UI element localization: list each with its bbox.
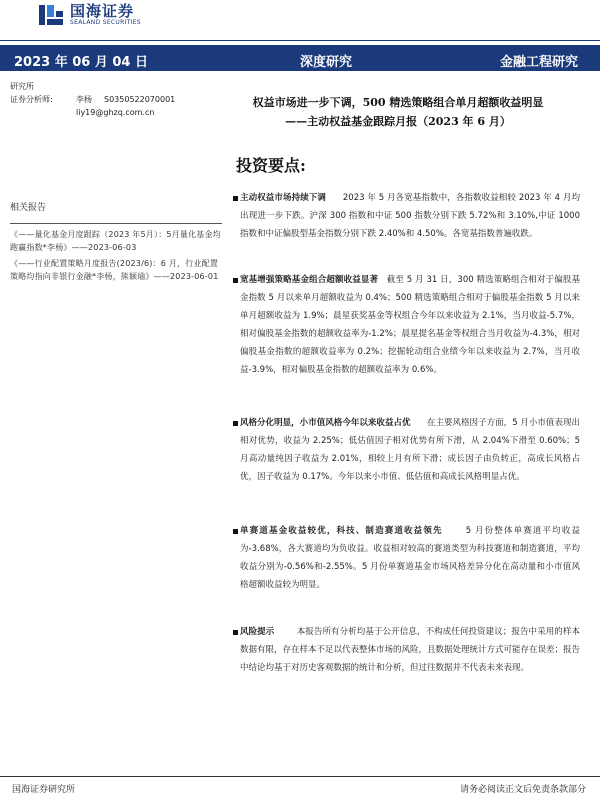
key-point [240,624,580,678]
analyst-cert: S0350522070001 [104,95,176,104]
analyst-label: 证券分析师: [10,95,53,104]
report-series: 金融工程研究 [499,55,578,70]
company-logo [38,2,141,28]
report-date: 2023 年 06 月 04 日 [14,55,148,70]
title-line-2: ——主动权益基金跟踪月报（2023 年 6 月） [285,115,511,128]
report-banner [0,45,600,71]
key-point-body: 截至 5 月 31 日，300 精选策略组合相对于偏股基金指数 5 月以来单月超额收益为 0.4%；500 精选策略组合相对于偏股基金指数 5 月以来单月超额收益为 1.9%；晨星获奖基金等权组合今年以来收益为 2.1%，当月收益-5.7%，相对偏股基金指数的超额收益率为-1.2%；晨星提名基金等权组合当月收益为-4.3%，相对偏股基金指数的超额收益率为 0.2%；挖掘轮动组合业绩今年以来收益为 2.7%，当月收益-3.9%，相对偏股基金指数的超额收益率为 0.6%。 [240,275,580,375]
key-point-lead: 风险提示 [240,627,275,637]
footer-disclaimer: 请务必阅读正文后免责条款部分 [459,785,586,795]
logo-mark-icon [38,2,64,28]
title-line-1: 权益市场进一步下调，500 精选策略组合单月超额收益明显 [252,96,544,109]
related-heading: 相关报告 [10,203,47,213]
related-divider [10,223,222,224]
key-point-body: 在主要风格因子方面，5 月小市值表现出相对优势，收益为 2.25%；低估值因子相对优势有所下滑，从 2.04%下滑至 0.60%；5 月高动量纯因子收益为 2.01%，相较上月有所下滑；成长因子由负转正，高成长风格占优，因子收益为 0.17%。今年以来小市值、低估值和高成长风格明显占优。 [240,418,580,482]
key-point-lead: 风格分化明显，小市值风格今年以来收益占优 [240,418,411,428]
key-point-lead: 宽基增强策略基金组合超额收益显著 [240,275,379,285]
bullet-icon [233,529,238,534]
bullet-icon [233,421,238,426]
section-title: 投资要点: [236,156,306,175]
key-point [240,523,580,595]
bullet-icon [233,278,238,283]
related-reports [10,202,222,286]
key-point-body: 2023 年 5 月各宽基指数中，各指数收益相较 2023 年 4 月均出现进一步下跌。沪深 300 指数和中证 500 指数分别下跌 5.72%和 3.10%,中证 1000 指数和中证偏股型基金指数分别下跌 2.40%和 4.50%。各宽基指数普遍收跌。 [240,193,580,239]
report-title [208,93,588,131]
logo-name-cn: 国海证券 [70,2,135,20]
key-point [240,272,580,379]
department: 研究所 [10,82,34,91]
footer-divider [0,776,600,777]
logo-name-en: SEALAND SECURITIES [70,19,141,26]
related-report-item[interactable]: 《——量化基金月度跟踪（2023 年5月）：5月量化基金均跑赢指数*李杨》——2023-06-03 [10,229,221,252]
footer-institute: 国海证券研究所 [12,785,76,795]
key-point-body: 本报告所有分析均基于公开信息，不构成任何投资建议；报告中采用的样本数据有限，存在样本不足以代表整体市场的风险，且数据处理统计方式可能存在误差；报告中结论均基于对历史客观数据的统计和分析，但过往数据并不代表未来表现。 [240,627,581,673]
bullet-icon [233,196,238,201]
report-type: 深度研究 [300,55,353,70]
key-point-lead: 主动权益市场持续下调 [240,193,327,203]
bullet-icon [233,630,238,635]
key-point-body: 5 月份整体单赛道平均收益为-3.68%，各大赛道均为负收益。收益相对较高的赛道类型为科技赛道和制造赛道，平均收益分别为-0.56%和-2.55%。5 月份单赛道基金市场风格差异分化在高动量和小市值风格超额收益较为明显。 [240,526,580,590]
key-point-lead: 单赛道基金收益较优，科技、制造赛道收益领先 [240,526,443,536]
analyst-name: 李杨 [76,95,92,104]
key-point [240,415,580,487]
related-report-item[interactable]: 《——行业配置策略月度报告(2023/6)：6 月，行业配置策略均指向非银行金融*李杨，熊颖瑜》——2023-06-01 [10,258,219,281]
analyst-info [10,80,175,119]
header-divider [0,40,600,41]
key-point [240,190,580,244]
analyst-email[interactable]: liy19@ghzq.com.cn [76,108,155,117]
